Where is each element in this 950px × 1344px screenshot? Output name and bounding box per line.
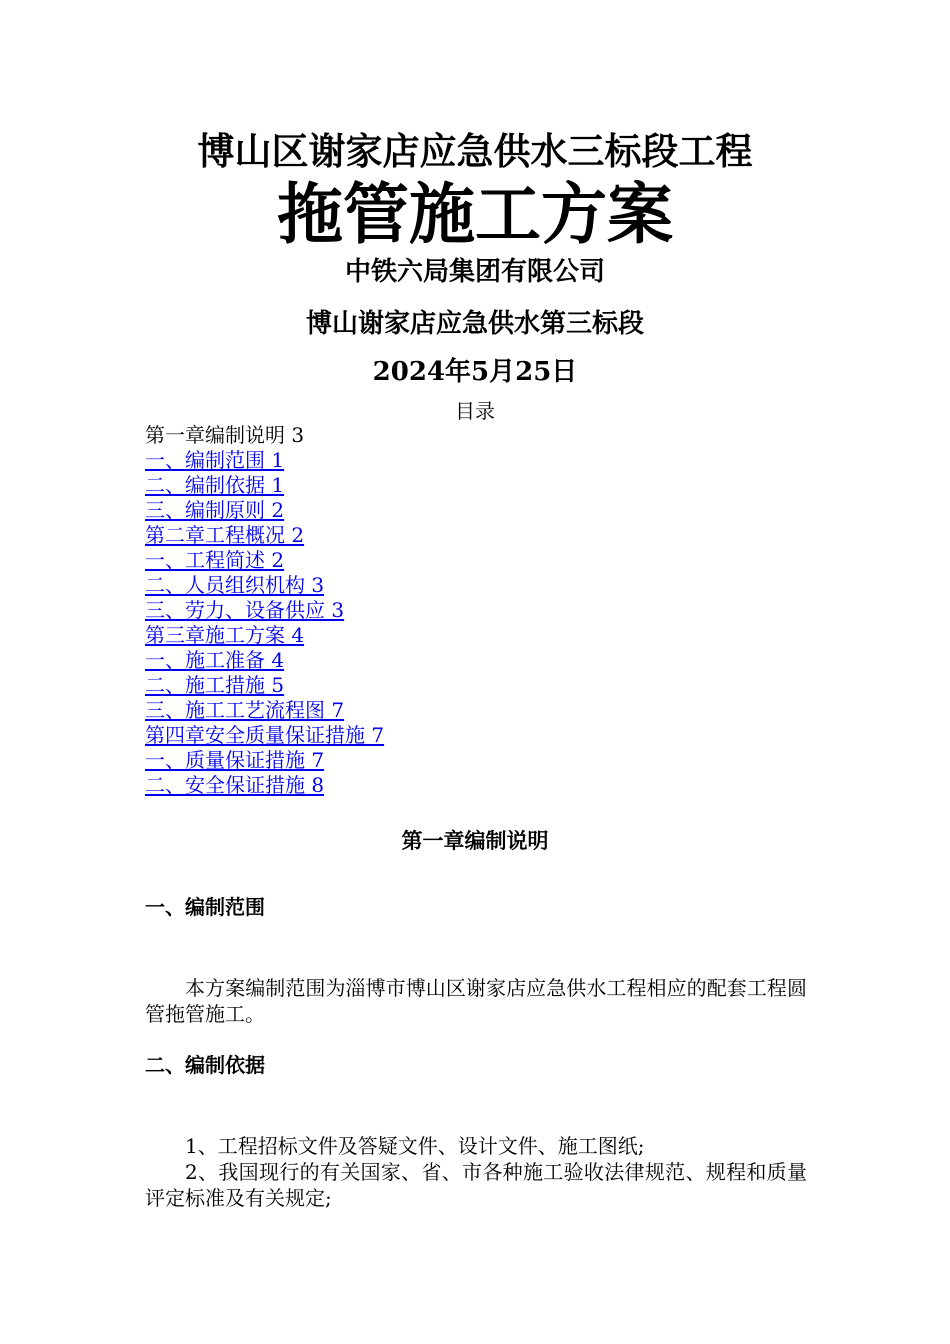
toc-item bbox=[145, 623, 384, 648]
toc-item bbox=[145, 498, 384, 523]
cover-section: 博山谢家店应急供水第三标段 bbox=[305, 309, 644, 339]
toc-item bbox=[145, 573, 384, 598]
toc-item bbox=[145, 598, 384, 623]
table-of-contents bbox=[145, 423, 384, 798]
toc-link-preparation[interactable]: 一、施工准备 4 bbox=[145, 648, 285, 672]
toc-item bbox=[145, 723, 384, 748]
chapter-1-title: 第一章编制说明 bbox=[401, 828, 549, 853]
toc-item bbox=[145, 698, 384, 723]
toc-item-chapter-1: 第一章编制说明 3 bbox=[145, 423, 305, 447]
section-1-paragraph: 本方案编制范围为淄博市博山区谢家店应急供水工程相应的配套工程圆管拖管施工。 bbox=[145, 976, 807, 1026]
toc-link-labor-equipment[interactable]: 三、劳力、设备供应 3 bbox=[145, 598, 345, 622]
cover-company: 中铁六局集团有限公司 bbox=[344, 257, 605, 287]
section-2-item-2: 2、我国现行的有关国家、省、市各种施工验收法律规范、规程和质量评定标准及有关规定; bbox=[145, 1160, 807, 1210]
toc-item bbox=[145, 523, 384, 548]
section-1-heading: 一、编制范围 bbox=[145, 895, 265, 919]
toc-link-chapter-4[interactable]: 第四章安全质量保证措施 7 bbox=[145, 723, 385, 747]
cover-date: 2024年5月25日 bbox=[372, 357, 578, 387]
toc-link-principles[interactable]: 三、编制原则 2 bbox=[145, 498, 285, 522]
cover-title-plan: 拖管施工方案 bbox=[277, 175, 673, 253]
toc-link-quality[interactable]: 一、质量保证措施 7 bbox=[145, 748, 325, 772]
toc-item bbox=[145, 548, 384, 573]
toc-heading: 目录 bbox=[455, 399, 495, 423]
toc-link-flowchart[interactable]: 三、施工工艺流程图 7 bbox=[145, 698, 345, 722]
toc-link-measures[interactable]: 二、施工措施 5 bbox=[145, 673, 285, 697]
toc-link-scope[interactable]: 一、编制范围 1 bbox=[145, 448, 285, 472]
toc-item bbox=[145, 673, 384, 698]
toc-item bbox=[145, 773, 384, 798]
section-2-heading: 二、编制依据 bbox=[145, 1053, 265, 1077]
toc-link-basis[interactable]: 二、编制依据 1 bbox=[145, 473, 285, 497]
toc-item bbox=[145, 448, 384, 473]
toc-link-chapter-2[interactable]: 第二章工程概况 2 bbox=[145, 523, 305, 547]
toc-item bbox=[145, 748, 384, 773]
toc-link-chapter-3[interactable]: 第三章施工方案 4 bbox=[145, 623, 305, 647]
cover-title-project: 博山区谢家店应急供水三标段工程 bbox=[197, 129, 753, 173]
toc-link-safety[interactable]: 二、安全保证措施 8 bbox=[145, 773, 325, 797]
toc-link-project-summary[interactable]: 一、工程简述 2 bbox=[145, 548, 285, 572]
toc-link-organization[interactable]: 二、人员组织机构 3 bbox=[145, 573, 325, 597]
toc-item bbox=[145, 473, 384, 498]
toc-item bbox=[145, 648, 384, 673]
section-2-item-1: 1、工程招标文件及答疑文件、设计文件、施工图纸; bbox=[185, 1134, 645, 1158]
